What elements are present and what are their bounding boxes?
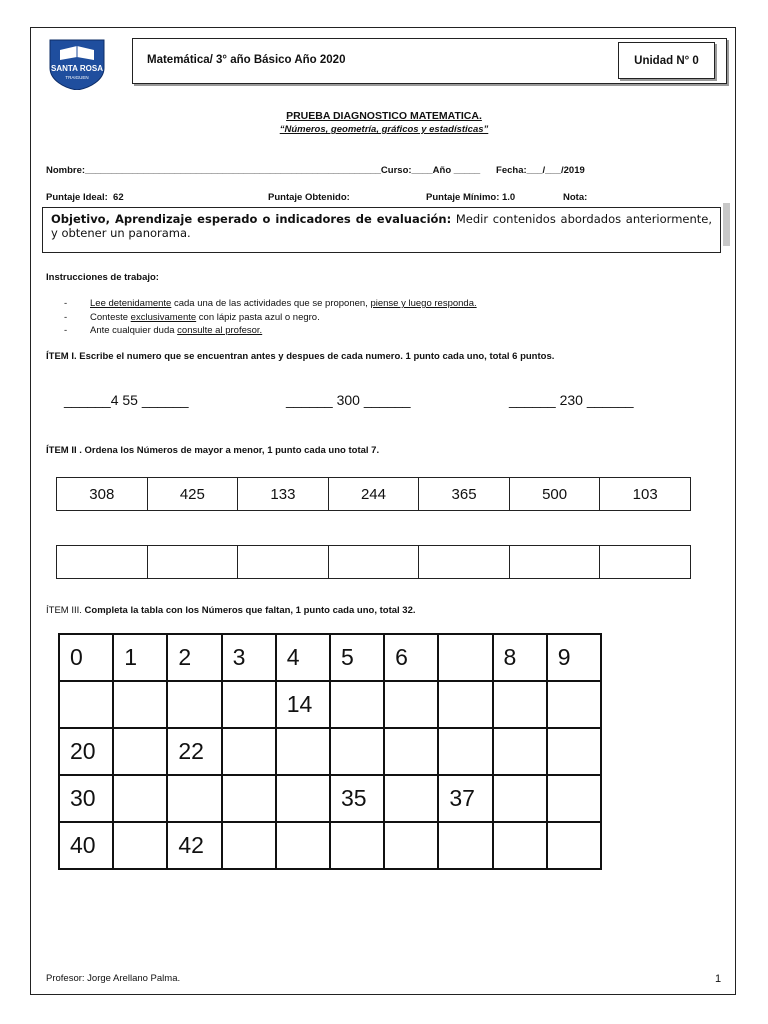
grid-row (59, 728, 601, 775)
subject-title: Matemática/ 3° año Básico Año 2020 (147, 54, 346, 66)
instruction-text: Ante cualquier duda (90, 325, 178, 336)
item1-heading: ÍTEM I. Escribe el numero que se encuentran antes y despues de cada numero. 1 punto cada uno, total 6 puntos. (46, 351, 555, 362)
number-cell: 425 (147, 478, 238, 511)
numbers-table (56, 477, 691, 511)
grid-cell-blank[interactable] (222, 681, 276, 728)
answer-cell[interactable] (57, 546, 148, 579)
grid-cell: 2 (167, 634, 221, 681)
number-grid (58, 633, 602, 870)
sequence-1: ______4 55 ______ (64, 392, 189, 408)
grid-cell: 1 (113, 634, 167, 681)
grid-cell-blank[interactable] (113, 822, 167, 869)
item3-instruction: Completa la tabla con los Números que faltan, 1 punto cada uno, total 32. (81, 605, 416, 616)
instruction-item (64, 324, 477, 338)
grid-cell-blank[interactable] (547, 822, 601, 869)
page-number: 1 (715, 973, 722, 985)
school-logo (46, 38, 108, 90)
grid-cell-blank[interactable] (222, 728, 276, 775)
grid-cell: 5 (330, 634, 384, 681)
instruction-text: piense y luego responda. (370, 298, 477, 309)
test-title: PRUEBA DIAGNOSTICO MATEMATICA. (286, 110, 482, 122)
logo-text: SANTA ROSA (51, 64, 103, 73)
grid-cell-blank[interactable] (438, 822, 492, 869)
instructions-list (64, 297, 477, 338)
number-cell: 133 (238, 478, 329, 511)
answer-cell[interactable] (600, 546, 691, 579)
grid-row (59, 634, 601, 681)
grid-cell-blank[interactable] (493, 728, 547, 775)
grid-cell-blank[interactable] (438, 634, 492, 681)
grid-cell-blank[interactable] (167, 775, 221, 822)
grid-cell-blank[interactable] (167, 681, 221, 728)
grid-cell-blank[interactable] (493, 775, 547, 822)
grid-row (59, 775, 601, 822)
item3-heading (46, 605, 416, 616)
grid-cell-blank[interactable] (438, 681, 492, 728)
score-obtained: Puntaje Obtenido: (268, 192, 350, 203)
grid-cell: 6 (384, 634, 438, 681)
grid-cell: 20 (59, 728, 113, 775)
grid-cell-blank[interactable] (547, 681, 601, 728)
score-grade: Nota: (563, 192, 588, 203)
answer-cell[interactable] (419, 546, 510, 579)
grid-cell-blank[interactable] (493, 822, 547, 869)
grid-cell-blank[interactable] (276, 822, 330, 869)
grid-cell-blank[interactable] (276, 775, 330, 822)
grid-cell: 37 (438, 775, 492, 822)
grid-cell-blank[interactable] (384, 728, 438, 775)
grid-cell: 35 (330, 775, 384, 822)
grid-cell-blank[interactable] (384, 681, 438, 728)
test-subtitle: “Números, geometría, gráficos y estadísticas” (279, 124, 489, 135)
grid-cell: 9 (547, 634, 601, 681)
grid-cell: 40 (59, 822, 113, 869)
grid-cell-blank[interactable] (438, 728, 492, 775)
grid-cell-blank[interactable] (330, 822, 384, 869)
answer-cell[interactable] (328, 546, 419, 579)
item2-heading: ÍTEM II . Ordena los Números de mayor a menor, 1 punto cada uno total 7. (46, 445, 380, 456)
instruction-text: Conteste (90, 311, 131, 323)
instruction-text: exclusivamente (130, 311, 197, 323)
answer-cell[interactable] (147, 546, 238, 579)
grid-cell-blank[interactable] (113, 775, 167, 822)
sequence-2: ______ 300 ______ (286, 392, 411, 408)
grid-cell-blank[interactable] (493, 681, 547, 728)
number-cell: 103 (600, 478, 691, 511)
grid-cell: 4 (276, 634, 330, 681)
grid-cell-blank[interactable] (547, 728, 601, 775)
instruction-text: cada una de las actividades que se proponen, (171, 298, 371, 309)
grid-cell: 42 (167, 822, 221, 869)
grid-cell-blank[interactable] (384, 822, 438, 869)
grid-cell: 3 (222, 634, 276, 681)
grid-cell-blank[interactable] (330, 728, 384, 775)
grid-cell-blank[interactable] (222, 775, 276, 822)
header-box (132, 38, 727, 84)
grid-cell: 30 (59, 775, 113, 822)
number-cell: 365 (419, 478, 510, 511)
objective-label: Objetivo, Aprendizaje esperado o indicadores de evaluación: (51, 212, 452, 226)
instruction-text: con lápiz pasta azul o negro. (196, 311, 320, 323)
number-cell: 500 (509, 478, 600, 511)
teacher-name: Profesor: Jorge Arellano Palma. (46, 973, 181, 984)
grid-cell-blank[interactable] (222, 822, 276, 869)
grid-cell-blank[interactable] (59, 681, 113, 728)
grid-cell-blank[interactable] (276, 728, 330, 775)
grid-cell-blank[interactable] (113, 728, 167, 775)
grid-cell: 8 (493, 634, 547, 681)
number-cell: 308 (57, 478, 148, 511)
item3-label: ÍTEM III. (46, 605, 82, 616)
student-fields: Nombre:________________________________________________________Curso:____Año _____ Fecha:___/___/2019 (46, 165, 585, 176)
instruction-item (64, 311, 477, 325)
grid-cell-blank[interactable] (547, 775, 601, 822)
sequence-3: ______ 230 ______ (509, 392, 634, 408)
grid-cell-blank[interactable] (384, 775, 438, 822)
grid-cell-blank[interactable] (330, 681, 384, 728)
instruction-item (64, 297, 477, 311)
bullet-dash: - (64, 298, 68, 309)
grid-cell: 0 (59, 634, 113, 681)
objective-text: Medir contenidos abordados anteriormente, y obtener un panorama. (51, 212, 712, 240)
instructions-title: Instrucciones de trabajo: (46, 272, 159, 283)
grid-cell: 22 (167, 728, 221, 775)
unit-box: Unidad N° 0 (618, 42, 715, 79)
margin-bar (723, 203, 730, 246)
bullet-dash: - (64, 325, 68, 336)
instruction-text: consulte al profesor. (177, 325, 263, 336)
score-ideal: Puntaje Ideal: 62 (46, 192, 124, 203)
grid-cell-blank[interactable] (113, 681, 167, 728)
grid-row (59, 822, 601, 869)
instruction-text: Lee detenidamente (90, 298, 172, 309)
answer-cell[interactable] (238, 546, 329, 579)
grid-cell: 14 (276, 681, 330, 728)
number-cell: 244 (328, 478, 419, 511)
objective-box (42, 207, 721, 253)
grid-row (59, 681, 601, 728)
answer-cell[interactable] (509, 546, 600, 579)
bullet-dash: - (64, 311, 68, 323)
score-minimum: Puntaje Mínimo: 1.0 (426, 192, 516, 203)
answer-table (56, 545, 691, 579)
logo-subtext: TRAIGUEN (65, 75, 89, 80)
